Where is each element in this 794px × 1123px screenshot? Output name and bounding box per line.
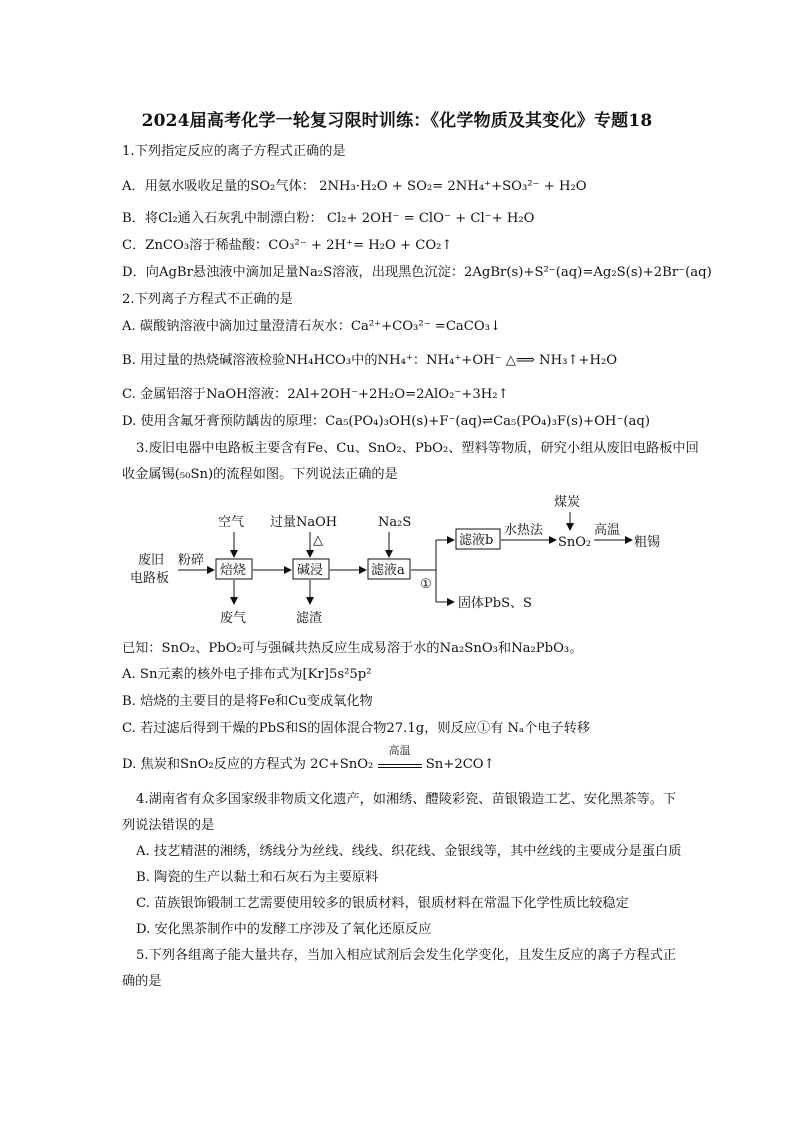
flow-product-sno2: SnO₂	[558, 535, 592, 550]
q4-stem-line2: 列说法错误的是	[122, 818, 215, 833]
q4-option-a: A. 技艺精湛的湘绣，绣线分为丝线、线线、织花线、金银线等，其中丝线的主要成分是蛋白质	[136, 844, 682, 859]
q2-stem: 2.下列离子方程式不正确的是	[122, 292, 293, 307]
q2-option-c: C. 金属铝溶于NaOH溶液：2Al+2OH⁻+2H₂O=2AlO₂⁻+3H₂↑	[122, 387, 509, 402]
q3-known: 已知：SnO₂、PbO₂可与强碱共热反应生成易溶于水的Na₂SnO₃和Na₂PbO₃。	[122, 641, 583, 656]
q3-option-d	[122, 744, 495, 774]
equals-sign	[378, 764, 422, 768]
flow-input-heat: △	[313, 533, 323, 548]
process-flowchart	[120, 488, 680, 628]
q2-option-d: D. 使用含氟牙膏预防龋齿的原理：Ca₅(PO₄)₃OH(s)+F⁻(aq)⇌Ca₅(PO₄)₃F(s)+OH⁻(aq)	[122, 414, 650, 429]
q4-option-c: C. 苗族银饰锻制工艺需要使用较多的银质材料，银质材料在常温下化学性质比较稳定	[136, 896, 629, 911]
q3-option-d-rhs: Sn+2CO↑	[425, 757, 495, 772]
reaction-condition: 高温	[388, 744, 411, 757]
flow-input-naoh: 过量NaOH	[270, 515, 338, 530]
q5-stem-line2: 确的是	[122, 974, 162, 989]
q2-option-a: A. 碳酸钠溶液中滴加过量澄清石灰水：Ca²⁺+CO₃²⁻ =CaCO₃↓	[122, 319, 502, 334]
document-title: 2024届高考化学一轮复习限时训练：《化学物质及其变化》专题18	[141, 111, 653, 131]
q3-stem-line2: 收金属锡(₅₀Sn)的流程如图。下列说法正确的是	[122, 467, 398, 482]
flow-label-reaction-1: ①	[420, 577, 432, 592]
flow-label-crush: 粉碎	[178, 553, 205, 568]
q5-stem-line1: 5.下列各组离子能大量共存，当加入相应试剂后会发生化学变化，且发生反应的离子方程式正	[136, 948, 677, 963]
q1-option-c: C．ZnCO₃溶于稀盐酸：CO₃²⁻ + 2H⁺= H₂O + CO₂↑	[122, 238, 453, 253]
q3-option-b: B. 焙烧的主要目的是将Fe和Cu变成氧化物	[122, 694, 373, 709]
flow-box-filtrate-a-label: 滤液a	[371, 563, 405, 578]
flow-input-na2s: Na₂S	[378, 515, 412, 530]
q1-option-a: A．用氨水吸收足量的SO₂气体： 2NH₃·H₂O + SO₂= 2NH₄⁺+SO₃²⁻ + H₂O	[122, 179, 587, 194]
flow-input-coal: 煤炭	[554, 495, 581, 510]
q3-stem-line1: 3.废旧电器中电路板主要含有Fe、Cu、SnO₂、PbO₂、塑料等物质，研究小组从废旧电路板中回	[136, 441, 699, 456]
flow-label-hydrothermal: 水热法	[504, 523, 544, 538]
q3-option-c: C. 若过滤后得到干燥的PbS和S的固体混合物27.1g，则反应①有 Nₐ个电子转移	[122, 721, 591, 736]
flow-box-alkali-label: 碱浸	[297, 563, 324, 578]
q1-option-b: B．将Cl₂通入石灰乳中制漂白粉： Cl₂+ 2OH⁻ = ClO⁻ + Cl⁻+ H₂O	[122, 211, 535, 226]
flow-box-filtrate-b-label: 滤液b	[459, 533, 494, 548]
q3-option-d-lhs: D. 焦炭和SnO₂反应的方程式为 2C+SnO₂	[122, 757, 374, 772]
reaction-arrow	[378, 744, 422, 768]
q1-option-d: D．向AgBr悬浊液中滴加足量Na₂S溶液，出现黑色沉淀：2AgBr(s)+S²⁻(aq)=Ag₂S(s)+2Br⁻(aq)	[122, 265, 712, 280]
flow-output-residue: 滤渣	[296, 611, 323, 626]
q1-stem: 1.下列指定反应的离子方程式正确的是	[122, 144, 346, 159]
flow-box-roast-label: 焙烧	[220, 563, 247, 578]
flow-output-gas: 废气	[220, 611, 247, 626]
flow-label-high-temp: 高温	[594, 523, 621, 538]
flow-input-air: 空气	[218, 515, 245, 530]
q4-option-b: B. 陶瓷的生产以黏土和石灰石为主要原料	[136, 870, 379, 885]
flow-source-line1: 废旧	[138, 553, 165, 568]
q4-stem-line1: 4.湖南省有众多国家级非物质文化遗产，如湘绣、醴陵彩瓷、苗银锻造工艺、安化黑茶等。下	[136, 792, 677, 807]
q2-option-b: B. 用过量的热烧碱溶液检验NH₄HCO₃中的NH₄⁺：NH₄⁺+OH⁻ △⟹ NH₃↑+H₂O	[122, 353, 618, 368]
q3-option-a: A. Sn元素的核外电子排布式为[Kr]5s²5p²	[122, 667, 372, 682]
flow-output-solid: 固体PbS、S	[458, 596, 532, 611]
flow-product-crude-tin: 粗锡	[634, 535, 661, 550]
flow-source-line2: 电路板	[130, 571, 170, 586]
q4-option-d: D. 安化黑茶制作中的发酵工序涉及了氧化还原反应	[136, 922, 432, 937]
